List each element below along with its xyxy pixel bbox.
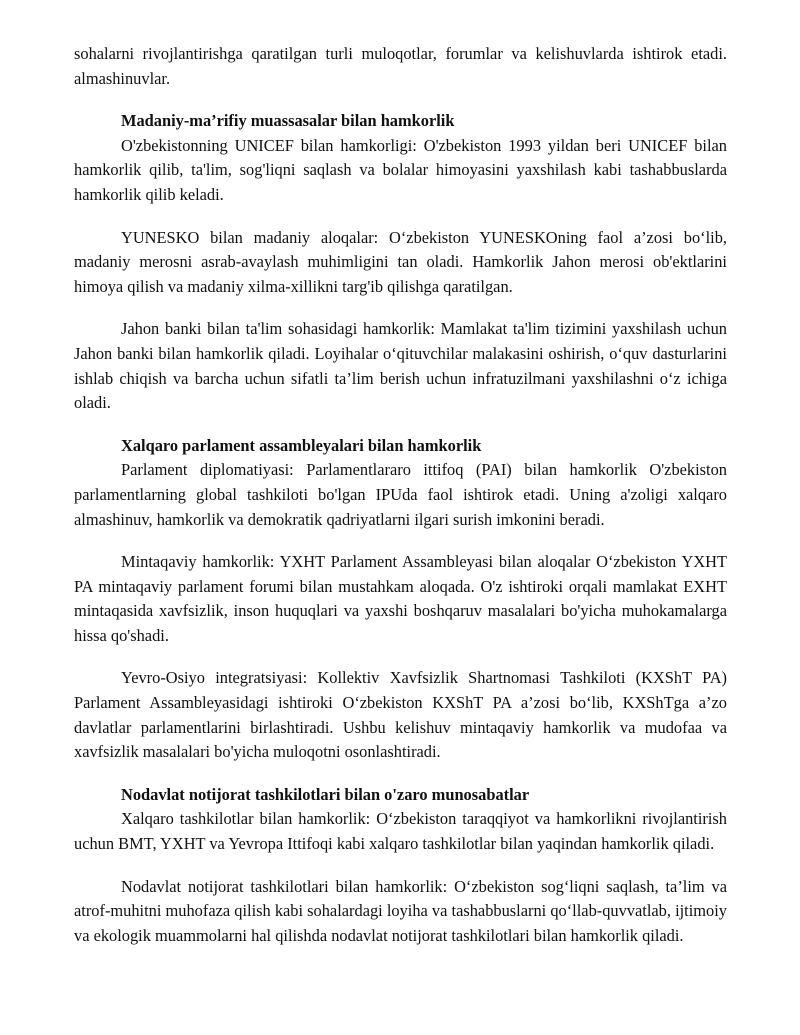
- paragraph-international-orgs: Xalqaro tashkilotlar bilan hamkorlik: O‘zbekiston taraqqiyot va hamkorlikni rivojlantirish uchun BMT, YXHT va Yevropa Ittifoqi kabi xalqaro tashkilotlar bilan yaqindan hamkorlik qiladi.: [74, 809, 727, 854]
- section-parliamentary-assemblies: [74, 434, 727, 765]
- section-heading: Madaniy-ma’rifiy muassasalar bilan hamkorlik: [121, 111, 455, 131]
- paragraph-ipu: Parlament diplomatiyasi: Parlamentlararo ittifoq (PAI) bilan hamkorlik O'zbekiston parlamentlarning global tashkiloti bo'lgan IPUda faol ishtirok etadi. Uning a'zoligi xalqaro almashinuv, hamkorlik va demokratik qadriyatlarni ilgari surish imkonini beradi.: [74, 460, 727, 529]
- section-cultural-institutions: [74, 109, 727, 416]
- opening-paragraph: sohalarni rivojlantirishga qaratilgan turli muloqotlar, forumlar va kelishuvlarda ishtirok etadi. almashinuvlar.: [74, 44, 727, 88]
- paragraph-world-bank: Jahon banki bilan ta'lim sohasidagi hamkorlik: Mamlakat ta'lim tizimini yaxshilash uchun Jahon banki bilan hamkorlik qiladi. Loyihalar o‘qituvchilar malakasini oshirish, o‘quv dasturlarini ishlab chiqish va barcha uchun sifatli ta’lim berish uchun infratuzilmani yaxshilashni o‘z ichiga oladi.: [74, 319, 727, 413]
- document-page: [74, 42, 727, 966]
- paragraph-ngo-cooperation: Nodavlat notijorat tashkilotlari bilan hamkorlik: O‘zbekiston sog‘liqni saqlash, ta’lim va atrof-muhitni muhofaza qilish kabi sohalardagi loyiha va tashabbuslarni qo‘llab-quvvatlab, ijtimoiy va ekologik muammolarni hal qilishda nodavlat notijorat tashkilotlari bilan hamkorlik qiladi.: [74, 876, 727, 945]
- paragraph-unesco: YUNESKO bilan madaniy aloqalar: O‘zbekiston YUNESKOning faol a’zosi bo‘lib, madaniy merosni asrab-avaylash muhimligini tan oladi. Hamkorlik Jahon merosi ob'ektlarini himoya qilish va madaniy xilma-xillikni targ'ib qilishga qaratilgan.: [74, 227, 727, 296]
- section-heading: Nodavlat notijorat tashkilotlari bilan o'zaro munosabatlar: [121, 784, 530, 804]
- section-heading: Xalqaro parlament assambleyalari bilan hamkorlik: [121, 435, 482, 455]
- paragraph-osce-pa: Mintaqaviy hamkorlik: YXHT Parlament Assambleyasi bilan aloqalar O‘zbekiston YXHT PA mintaqaviy parlament forumi bilan mustahkam aloqada. O'z ishtiroki orqali mamlakat EXHT mintaqasida xavfsizlik, inson huquqlari va yaxshi boshqaruv masalalari bo'yicha muhokamalarga hissa qo'shadi.: [74, 552, 727, 645]
- paragraph-csto-pa: Yevro-Osiyo integratsiyasi: Kollektiv Xavfsizlik Shartnomasi Tashkiloti (KXShT PA) Parlament Assambleyasidagi ishtiroki O‘zbekiston KXShT PA a’zosi bo‘lib, KXShTga a’zo davlatlar parlamentlarini birlashtiradi. Ushbu kelishuv mintaqaviy hamkorlik va mudofaa va xavfsizlik masalalari bo'yicha muloqotni osonlashtiradi.: [74, 668, 727, 762]
- paragraph-unicef: O'zbekistonning UNICEF bilan hamkorligi: O'zbekiston 1993 yildan beri UNICEF bilan hamkorlik qilib, ta'lim, sog'liqni saqlash va bolalar himoyasini yaxshilash kabi tashabbuslarda hamkorlik qilib keladi.: [74, 135, 727, 204]
- section-ngos: [74, 783, 727, 949]
